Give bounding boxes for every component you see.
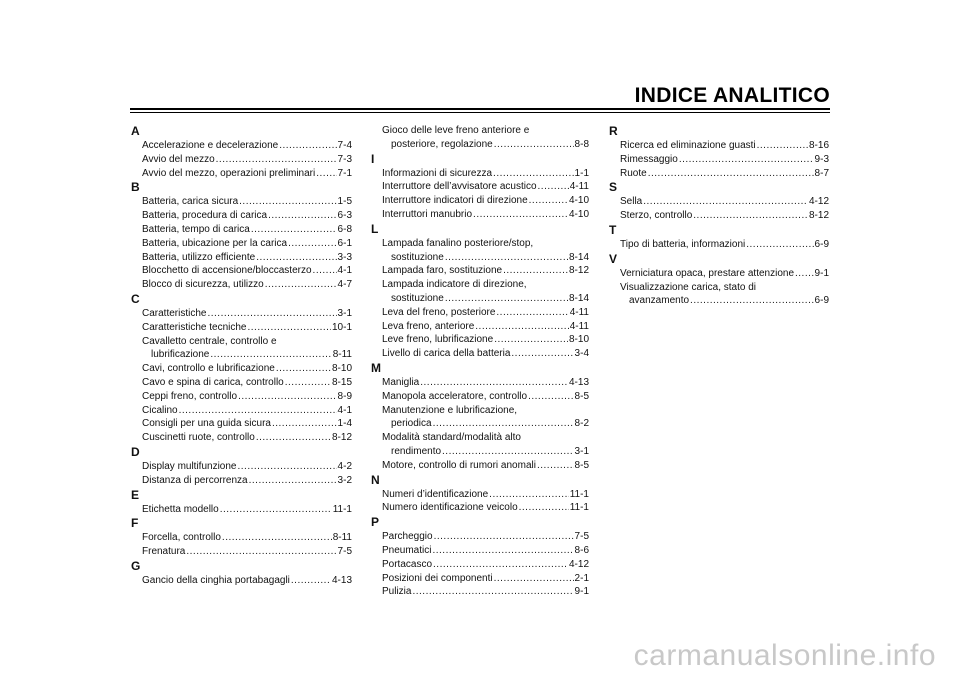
index-entry — [609, 267, 829, 281]
index-page-number: 6-8 — [337, 223, 352, 235]
index-page-number: 4-12 — [568, 558, 589, 570]
index-entry — [131, 321, 352, 335]
index-page-number: 6-1 — [337, 237, 352, 249]
index-entry-text: Livello di carica della batteria — [382, 348, 511, 360]
dot-leader — [291, 574, 331, 588]
index-page-number: 1-1 — [574, 167, 589, 179]
index-entry-text: periodica — [391, 418, 432, 430]
index-entry-text: Avvio del mezzo — [142, 153, 215, 165]
index-entry-heading: Manutenzione e lubrificazione, — [382, 404, 518, 416]
dot-leader — [693, 209, 808, 223]
index-entry — [371, 251, 589, 265]
index-page-number: 3-1 — [337, 307, 352, 319]
index-entry-heading: Gioco delle leve freno anteriore e — [382, 125, 530, 136]
index-entry-text: Sterzo, controllo — [620, 210, 693, 222]
index-entry — [131, 574, 352, 588]
index-page-number: 7-3 — [337, 153, 352, 165]
dot-leader — [432, 544, 573, 558]
index-column-1 — [131, 124, 352, 588]
dot-leader — [433, 558, 568, 572]
index-entry-text: Informazioni di sicurezza — [382, 167, 493, 179]
index-column-2 — [371, 124, 589, 599]
index-page-number: 8-12 — [331, 432, 352, 444]
index-entry — [371, 558, 589, 572]
index-entry-text: sostituzione — [391, 292, 444, 304]
index-entry — [371, 572, 589, 586]
index-entry-text: Sella — [620, 196, 643, 208]
index-entry — [371, 292, 589, 306]
index-entry-text: rendimento — [391, 445, 442, 457]
dot-leader — [445, 251, 568, 265]
index-entry — [131, 139, 352, 153]
index-entry-text: Rimessaggio — [620, 153, 678, 165]
index-page-number: 4-13 — [331, 574, 352, 586]
dot-leader — [420, 376, 568, 390]
index-entry-text: Batteria, tempo di carica — [142, 223, 250, 235]
index-entry-text: Ricerca ed eliminazione guasti — [620, 140, 756, 151]
index-entry-text: Etichetta modello — [142, 503, 219, 515]
index-page-number: 8-11 — [332, 349, 352, 361]
index-entry-text: Pulizia — [382, 586, 412, 598]
index-page-number: 8-6 — [574, 544, 589, 556]
index-entry — [609, 153, 829, 167]
index-entry — [371, 264, 589, 278]
index-column-3 — [609, 124, 829, 308]
index-page-number: 8-16 — [808, 140, 829, 151]
index-page-number: 3-4 — [574, 348, 589, 360]
index-page-number: 6-3 — [337, 210, 352, 222]
index-entry — [371, 376, 589, 390]
dot-leader — [220, 503, 332, 517]
dot-leader — [279, 139, 336, 153]
dot-leader — [256, 431, 331, 445]
index-entry — [609, 209, 829, 223]
index-page-number: 4-1 — [337, 265, 352, 277]
index-entry-text: Posizioni dei componenti — [382, 572, 493, 584]
index-page-number: 8-11 — [332, 532, 352, 544]
index-page-number: 8-7 — [814, 167, 829, 179]
dot-leader — [433, 417, 574, 431]
dot-leader — [248, 321, 331, 335]
index-entry-text: Batteria, ubicazione per la carica — [142, 237, 288, 249]
index-entry-heading: Cavalletto centrale, controllo e — [142, 335, 277, 347]
index-letter-heading: C — [131, 291, 140, 306]
index-page-number: 11-1 — [332, 503, 352, 515]
index-entry-text: Tipo di batteria, informazioni — [620, 238, 746, 250]
index-entry-text: Manopola acceleratore, controllo — [382, 390, 528, 402]
index-entry-text: Numeri d’identificazione — [382, 488, 489, 500]
index-entry-text: Consigli per una guida sicura — [142, 418, 271, 430]
index-page-number: 4-2 — [337, 460, 352, 472]
index-entry-text: Cicalino — [142, 404, 178, 416]
dot-leader — [757, 139, 808, 153]
index-entry — [131, 376, 352, 390]
dot-leader — [251, 223, 337, 237]
index-entry-text: Numero identificazione veicolo — [382, 502, 518, 514]
dot-leader — [475, 320, 568, 334]
index-entry-text: Caratteristiche — [142, 307, 207, 319]
dot-leader — [473, 208, 568, 222]
index-page-number: 8-12 — [808, 210, 829, 222]
index-letter-heading: R — [609, 124, 618, 138]
index-page-number: 4-1 — [337, 404, 352, 416]
dot-leader — [222, 531, 332, 545]
watermark: carmanualsonline.info — [633, 639, 936, 672]
dot-leader — [519, 501, 569, 515]
index-entry — [131, 195, 352, 209]
index-entry — [609, 294, 829, 308]
index-page-number: 4-11 — [569, 306, 589, 318]
index-page-number: 3-2 — [337, 474, 352, 486]
index-entry — [131, 362, 352, 376]
dot-leader — [179, 404, 337, 418]
index-page-number: 10-1 — [331, 321, 352, 333]
index-page-number: 8-14 — [568, 292, 589, 304]
dot-leader — [285, 376, 331, 390]
index-page-number: 4-11 — [569, 181, 589, 193]
index-page-number: 1-4 — [337, 418, 352, 430]
dot-leader — [503, 264, 568, 278]
index-letter-heading: A — [131, 124, 140, 138]
index-entry-text: Cuscinetti ruote, controllo — [142, 432, 255, 444]
index-page-number: 7-4 — [337, 140, 352, 151]
index-page-number: 9-3 — [814, 153, 829, 165]
index-page-number: 8-14 — [568, 251, 589, 263]
index-entry-text: Interruttore indicatori di direzione — [382, 195, 528, 207]
index-page-number: 8-15 — [331, 376, 352, 388]
index-letter-heading: L — [371, 221, 379, 236]
index-page-number: 9-1 — [574, 586, 589, 598]
index-page-number: 6-9 — [814, 295, 829, 307]
dot-leader — [272, 417, 337, 431]
index-entry — [371, 501, 589, 515]
index-page-number: 7-1 — [337, 167, 352, 179]
title-rule — [130, 108, 830, 110]
index-entry — [609, 167, 829, 181]
index-entry — [131, 153, 352, 167]
index-entry — [371, 544, 589, 558]
index-entry — [371, 459, 589, 473]
index-page-number: 8-8 — [574, 138, 589, 150]
index-entry-text: Blocco di sicurezza, utilizzo — [142, 279, 264, 291]
index-entry — [131, 278, 352, 292]
index-entry — [131, 545, 352, 559]
index-entry — [371, 320, 589, 334]
dot-leader — [265, 278, 337, 292]
dot-leader — [690, 294, 814, 308]
dot-leader — [494, 138, 574, 152]
page-title: INDICE ANALITICO — [634, 84, 830, 107]
index-entry-text: Batteria, utilizzo efficiente — [142, 251, 256, 263]
index-entry-text: Distanza di percorrenza — [142, 474, 248, 486]
index-page-number: 4-11 — [569, 320, 589, 332]
index-entry — [371, 180, 589, 194]
dot-leader — [313, 264, 337, 278]
index-entry — [131, 474, 352, 488]
dot-leader — [795, 267, 814, 281]
index-entry — [371, 333, 589, 347]
index-entry-text: Lampada faro, sostituzione — [382, 265, 503, 277]
index-entry-text: Forcella, controllo — [142, 532, 221, 544]
index-entry-text: Gancio della cinghia portabagagli — [142, 574, 290, 586]
index-letter-heading: E — [131, 487, 140, 502]
index-letter-heading: P — [371, 515, 380, 530]
index-letter-heading: B — [131, 180, 140, 195]
index-entry — [131, 348, 352, 362]
index-entry-text: lubrificazione — [151, 349, 210, 361]
index-entry-text: Frenatura — [142, 546, 186, 558]
index-entry-text: Accelerazione e decelerazione — [142, 140, 279, 151]
index-entry — [371, 306, 589, 320]
index-entry — [371, 585, 589, 599]
title-rule-thin — [130, 112, 830, 113]
index-entry — [371, 138, 589, 152]
dot-leader — [648, 167, 814, 181]
index-letter-heading: F — [131, 516, 139, 531]
index-page-number: 8-5 — [574, 459, 589, 471]
dot-leader — [238, 460, 337, 474]
dot-leader — [496, 306, 568, 320]
index-page-number: 4-10 — [568, 208, 589, 220]
index-entry — [131, 264, 352, 278]
dot-leader — [316, 167, 336, 181]
index-entry — [131, 404, 352, 418]
dot-leader — [207, 307, 336, 321]
index-entry — [131, 431, 352, 445]
index-entry-text: Motore, controllo di rumori anomali — [382, 459, 536, 471]
index-entry — [371, 488, 589, 502]
index-page-number: 9-1 — [814, 267, 829, 279]
index-entry-heading: Modalità standard/modalità alto — [382, 432, 521, 444]
index-entry — [131, 307, 352, 321]
dot-leader — [210, 348, 331, 362]
index-entry — [371, 445, 589, 459]
index-entry-heading: Lampada fanalino posteriore/stop, — [382, 237, 534, 249]
dot-leader — [494, 333, 568, 347]
index-entry — [609, 195, 829, 209]
index-entry-text: Batteria, procedura di carica — [142, 210, 268, 222]
index-page-number: 11-1 — [569, 488, 589, 500]
index-page-number: 7-5 — [574, 531, 589, 543]
index-entry-text: posteriore, regolazione — [391, 138, 493, 150]
index-entry — [609, 238, 829, 252]
dot-leader — [239, 195, 336, 209]
dot-leader — [249, 474, 337, 488]
index-letter-heading: D — [131, 444, 140, 459]
index-entry — [131, 167, 352, 181]
index-entry-text: Batteria, carica sicura — [142, 196, 239, 208]
index-entry-text: Portacasco — [382, 558, 433, 570]
dot-leader — [256, 251, 336, 265]
index-entry — [371, 390, 589, 404]
index-letter-heading: G — [131, 558, 141, 573]
index-entry — [131, 251, 352, 265]
index-entry-text: Leva freno, anteriore — [382, 320, 475, 332]
index-entry-heading: Visualizzazione carica, stato di — [620, 281, 756, 293]
index-entry-text: avanzamento — [629, 295, 690, 307]
index-page-number: 4-7 — [337, 279, 352, 291]
index-entry-text: Parcheggio — [382, 531, 433, 543]
index-page-number: 6-9 — [814, 238, 829, 250]
index-entry — [131, 531, 352, 545]
dot-leader — [216, 153, 337, 167]
index-letter-heading: M — [371, 360, 381, 375]
index-page-number: 3-1 — [574, 445, 589, 457]
index-letter-heading: V — [609, 251, 618, 266]
index-entry — [131, 237, 352, 251]
index-page-number: 7-5 — [337, 546, 352, 558]
dot-leader — [442, 445, 574, 459]
dot-leader — [746, 238, 813, 252]
index-page-number: 8-10 — [568, 334, 589, 346]
index-entry-text: Leva del freno, posteriore — [382, 306, 496, 318]
index-entry-text: Interruttori manubrio — [382, 208, 473, 220]
index-entry-text: Blocchetto di accensione/bloccasterzo — [142, 265, 312, 277]
index-entry — [371, 417, 589, 431]
index-entry — [131, 209, 352, 223]
dot-leader — [511, 347, 573, 361]
dot-leader — [276, 362, 331, 376]
index-entry — [131, 390, 352, 404]
dot-leader — [528, 390, 573, 404]
dot-leader — [268, 209, 336, 223]
index-letter-heading: N — [371, 472, 380, 487]
dot-leader — [537, 459, 574, 473]
dot-leader — [493, 167, 574, 181]
index-entry — [371, 167, 589, 181]
index-entry-text: Maniglia — [382, 376, 420, 388]
index-page-number: 3-3 — [337, 251, 352, 263]
index-entry — [371, 208, 589, 222]
index-entry-text: Pneumatici — [382, 544, 432, 556]
dot-leader — [186, 545, 336, 559]
dot-leader — [643, 195, 808, 209]
index-entry-text: Ruote — [620, 167, 647, 179]
index-entry-text: Verniciatura opaca, prestare attenzione — [620, 267, 794, 279]
index-page-number: 4-12 — [808, 196, 829, 208]
index-entry — [371, 194, 589, 208]
index-page-number: 4-13 — [568, 376, 589, 388]
dot-leader — [238, 390, 336, 404]
dot-leader — [412, 585, 573, 599]
index-entry — [131, 417, 352, 431]
index-page-number: 2-1 — [574, 572, 589, 584]
index-letter-heading: I — [371, 151, 375, 166]
index-page-number: 8-2 — [574, 418, 589, 430]
index-entry-text: Caratteristiche tecniche — [142, 321, 247, 333]
index-entry-text: Leve freno, lubrificazione — [382, 334, 494, 346]
index-entry-text: Interruttore dell’avvisatore acustico — [382, 181, 537, 193]
index-entry — [371, 530, 589, 544]
index-entry-heading: Lampada indicatore di direzione, — [382, 279, 527, 291]
dot-leader — [529, 194, 568, 208]
index-page-number: 8-12 — [568, 265, 589, 277]
dot-leader — [445, 292, 568, 306]
dot-leader — [494, 572, 574, 586]
index-page-number: 1-5 — [337, 196, 352, 208]
index-letter-heading: T — [609, 222, 617, 237]
index-entry-text: Ceppi freno, controllo — [142, 390, 238, 402]
index-entry-text: Display multifunzione — [142, 460, 237, 472]
index-entry — [131, 503, 352, 517]
index-page-number: 8-9 — [337, 390, 352, 402]
index-page-number: 8-5 — [574, 390, 589, 402]
index-entry — [609, 139, 829, 153]
dot-leader — [489, 488, 569, 502]
index-entry — [131, 223, 352, 237]
index-entry-text: Avvio del mezzo, operazioni preliminari — [142, 167, 316, 179]
index-entry — [371, 347, 589, 361]
dot-leader — [434, 530, 574, 544]
index-page-number: 4-10 — [568, 195, 589, 207]
dot-leader — [288, 237, 336, 251]
index-entry-text: Cavo e spina di carica, controllo — [142, 376, 284, 388]
index-letter-heading: S — [609, 180, 618, 195]
index-page-number: 11-1 — [569, 502, 589, 514]
dot-leader — [538, 180, 569, 194]
dot-leader — [679, 153, 814, 167]
index-entry-text: sostituzione — [391, 251, 444, 263]
index-entry-text: Cavi, controllo e lubrificazione — [142, 363, 275, 375]
index-entry — [131, 460, 352, 474]
index-page-number: 8-10 — [331, 363, 352, 375]
